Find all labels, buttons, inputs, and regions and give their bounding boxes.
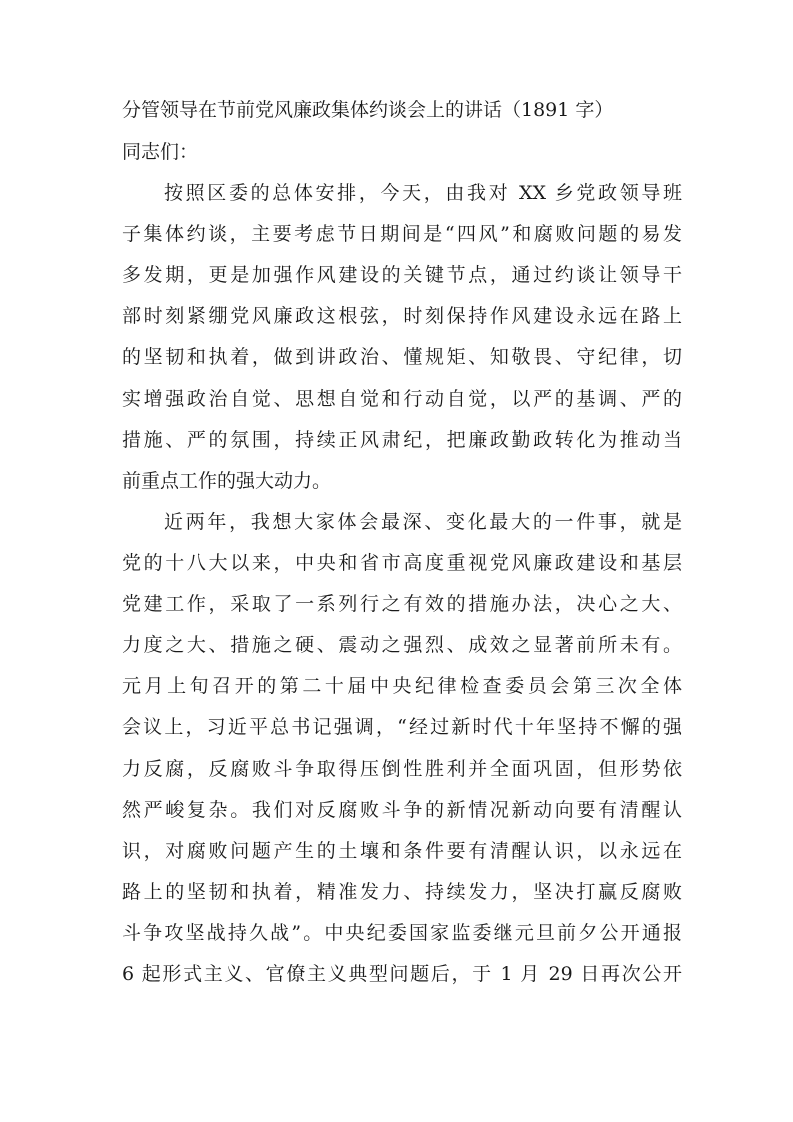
paragraph-2-line-1: 近两年，我想大家体会最深、变化最大的一件事，就是 [164,511,682,533]
paragraph-2-line-6: 会议上，习近平总书记强调，“经过新时代十年坚持不懈的强 [122,716,682,738]
paragraph-2-line-11: 斗争攻坚战持久战”。中央纪委国家监委继元旦前夕公开通报 [122,922,682,944]
paragraph-1-line-8: 前重点工作的强大动力。 [122,470,332,492]
paragraph-1-line-1: 按照区委的总体安排，今天，由我对 XX 乡党政领导班 [164,182,682,204]
document-title: 分管领导在节前党风廉政集体约谈会上的讲话（1891 字） [122,99,614,121]
paragraph-2-line-12: 6 起形式主义、官僚主义典型问题后，于 1 月 29 日再次公开 [122,963,682,985]
paragraph-1-line-7: 措施、严的氛围，持续正风肃纪，把廉政勤政转化为推动当 [122,429,682,451]
paragraph-2-line-2: 党的十八大以来，中央和省市高度重视党风廉政建设和基层 [122,552,682,574]
paragraph-1-line-2: 子集体约谈，主要考虑节日期间是“四风”和腐败问题的易发 [122,223,682,245]
paragraph-1-line-3: 多发期，更是加强作风建设的关键节点，通过约谈让领导干 [122,264,682,286]
paragraph-2-line-10: 路上的坚韧和执着，精准发力、持续发力，坚决打赢反腐败 [122,881,682,903]
paragraph-2-line-8: 然严峻复杂。我们对反腐败斗争的新情况新动向要有清醒认 [122,799,682,821]
salutation: 同志们： [122,141,199,163]
paragraph-2-line-9: 识，对腐败问题产生的土壤和条件要有清醒认识，以永远在 [122,840,682,862]
paragraph-2-line-3: 党建工作，采取了一系列行之有效的措施办法，决心之大、 [122,593,682,615]
paragraph-2-line-4: 力度之大、措施之硬、震动之强烈、成效之显著前所未有。 [122,634,682,656]
paragraph-2-line-5: 元月上旬召开的第二十届中央纪律检查委员会第三次全体 [122,675,682,697]
paragraph-1-line-6: 实增强政治自觉、思想自觉和行动自觉，以严的基调、严的 [122,388,682,410]
paragraph-1-line-5: 的坚韧和执着，做到讲政治、懂规矩、知敬畏、守纪律，切 [122,346,682,368]
paragraph-1-line-4: 部时刻紧绷党风廉政这根弦，时刻保持作风建设永远在路上 [122,305,682,327]
paragraph-2-line-7: 力反腐，反腐败斗争取得压倒性胜利并全面巩固，但形势依 [122,758,682,780]
